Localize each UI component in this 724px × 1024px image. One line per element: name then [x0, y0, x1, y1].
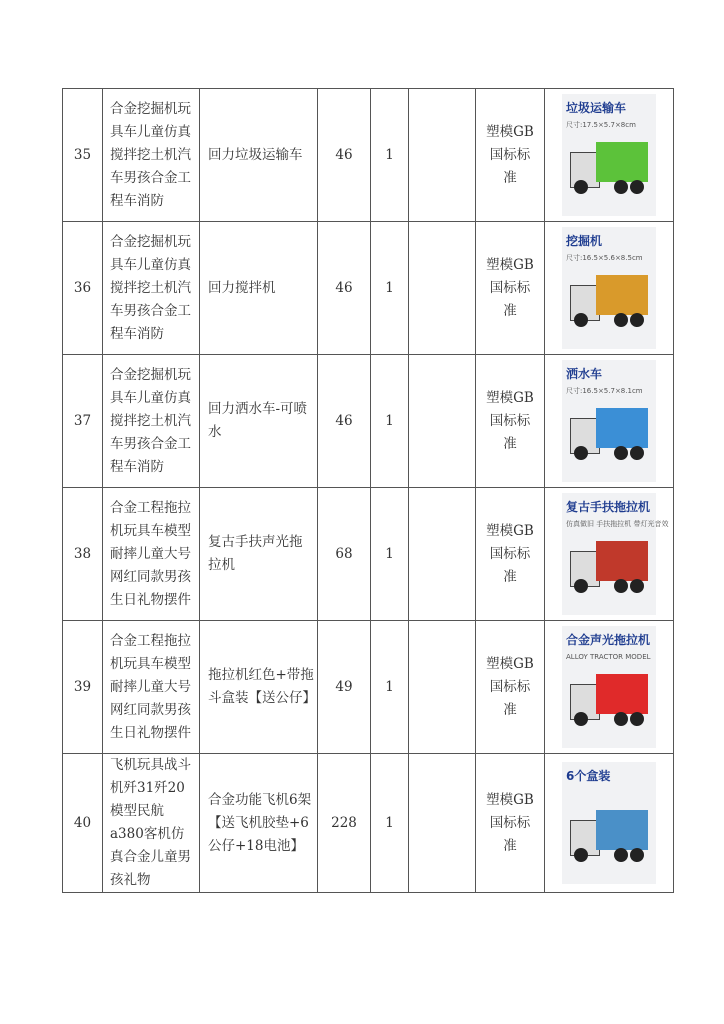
product-spec: 回力垃圾运输车: [200, 89, 318, 222]
empty-cell: [409, 89, 476, 222]
material-standard: 塑模GB国标标准: [476, 488, 545, 621]
product-image-cell: [545, 754, 674, 893]
unit-price: 68: [318, 488, 371, 621]
unit-price: 46: [318, 222, 371, 355]
row-number: 38: [63, 488, 103, 621]
wheel-shape: [614, 579, 628, 593]
empty-cell: [409, 621, 476, 754]
row-number: 40: [63, 754, 103, 893]
vehicle-body-shape: [596, 408, 648, 448]
wheel-shape: [574, 446, 588, 460]
product-image-cell: [545, 488, 674, 621]
product-image-cell: [545, 355, 674, 488]
image-subtitle: ALLOY TRACTOR MODEL: [566, 653, 651, 661]
material-standard: 塑模GB国标标准: [476, 621, 545, 754]
wheel-shape: [614, 712, 628, 726]
quantity: 1: [371, 488, 409, 621]
wheel-shape: [614, 848, 628, 862]
empty-cell: [409, 222, 476, 355]
product-spec: 回力搅拌机: [200, 222, 318, 355]
product-spec: 合金功能飞机6架【送飞机胶垫+6公仔+18电池】: [200, 754, 318, 893]
wheel-shape: [630, 446, 644, 460]
vehicle-body-shape: [596, 142, 648, 182]
product-image-cell: [545, 621, 674, 754]
row-number: 35: [63, 89, 103, 222]
vehicle-body-shape: [596, 810, 648, 850]
wheel-shape: [630, 579, 644, 593]
product-image: [562, 626, 656, 748]
image-title: 洒水车: [566, 367, 603, 381]
vehicle-body-shape: [596, 275, 648, 315]
product-name: 合金挖掘机玩具车儿童仿真搅拌挖土机汽车男孩合金工程车消防: [103, 355, 200, 488]
unit-price: 49: [318, 621, 371, 754]
material-standard: 塑模GB国标标准: [476, 355, 545, 488]
material-standard: 塑模GB国标标准: [476, 89, 545, 222]
product-spec: 回力洒水车-可喷水: [200, 355, 318, 488]
unit-price: 46: [318, 89, 371, 222]
material-standard: 塑模GB国标标准: [476, 222, 545, 355]
vehicle-body-shape: [596, 541, 648, 581]
table-row: [63, 754, 674, 893]
empty-cell: [409, 754, 476, 893]
wheel-shape: [614, 313, 628, 327]
image-title: 6个盒装: [566, 769, 611, 783]
product-name: 飞机玩具战斗机歼31歼20模型民航a380客机仿真合金儿童男孩礼物: [103, 754, 200, 893]
quantity: 1: [371, 754, 409, 893]
row-number: 39: [63, 621, 103, 754]
product-spec: 复古手扶声光拖拉机: [200, 488, 318, 621]
wheel-shape: [630, 712, 644, 726]
wheel-shape: [630, 313, 644, 327]
table-row: [63, 89, 674, 222]
image-subtitle: 仿真做旧 手扶拖拉机 带灯光音效: [566, 520, 669, 528]
product-name: 合金挖掘机玩具车儿童仿真搅拌挖土机汽车男孩合金工程车消防: [103, 222, 200, 355]
product-image: [562, 94, 656, 216]
wheel-shape: [614, 180, 628, 194]
wheel-shape: [614, 446, 628, 460]
product-image: [562, 493, 669, 615]
wheel-shape: [574, 848, 588, 862]
image-subtitle: 尺寸:17.5×5.7×8cm: [566, 121, 636, 129]
wheel-shape: [630, 848, 644, 862]
wheel-shape: [574, 579, 588, 593]
product-spec: 拖拉机红色+带拖斗盒装【送公仔】: [200, 621, 318, 754]
product-image-cell: [545, 222, 674, 355]
wheel-shape: [574, 180, 588, 194]
product-name: 合金挖掘机玩具车儿童仿真搅拌挖土机汽车男孩合金工程车消防: [103, 89, 200, 222]
product-image-cell: [545, 89, 674, 222]
wheel-shape: [630, 180, 644, 194]
image-title: 合金声光拖拉机: [566, 633, 651, 647]
table-row: [63, 222, 674, 355]
quantity: 1: [371, 621, 409, 754]
unit-price: 46: [318, 355, 371, 488]
wheel-shape: [574, 313, 588, 327]
vehicle-body-shape: [596, 674, 648, 714]
quantity: 1: [371, 355, 409, 488]
product-image: [562, 227, 656, 349]
material-standard: 塑模GB国标标准: [476, 754, 545, 893]
row-number: 37: [63, 355, 103, 488]
product-image: [562, 360, 656, 482]
table-row: [63, 621, 674, 754]
product-image: [562, 762, 656, 884]
table-row: [63, 488, 674, 621]
row-number: 36: [63, 222, 103, 355]
image-title: 挖掘机: [566, 234, 603, 248]
product-name: 合金工程拖拉机玩具车模型耐摔儿童大号网红同款男孩生日礼物摆件: [103, 488, 200, 621]
image-title: 垃圾运输车: [566, 101, 627, 115]
product-name: 合金工程拖拉机玩具车模型耐摔儿童大号网红同款男孩生日礼物摆件: [103, 621, 200, 754]
image-subtitle: 尺寸:16.5×5.6×8.5cm: [566, 254, 643, 262]
image-title: 复古手扶拖拉机: [566, 500, 651, 514]
wheel-shape: [574, 712, 588, 726]
empty-cell: [409, 355, 476, 488]
unit-price: 228: [318, 754, 371, 893]
product-table: [62, 88, 674, 893]
empty-cell: [409, 488, 476, 621]
quantity: 1: [371, 222, 409, 355]
table-row: [63, 355, 674, 488]
image-subtitle: 尺寸:16.5×5.7×8.1cm: [566, 387, 643, 395]
quantity: 1: [371, 89, 409, 222]
